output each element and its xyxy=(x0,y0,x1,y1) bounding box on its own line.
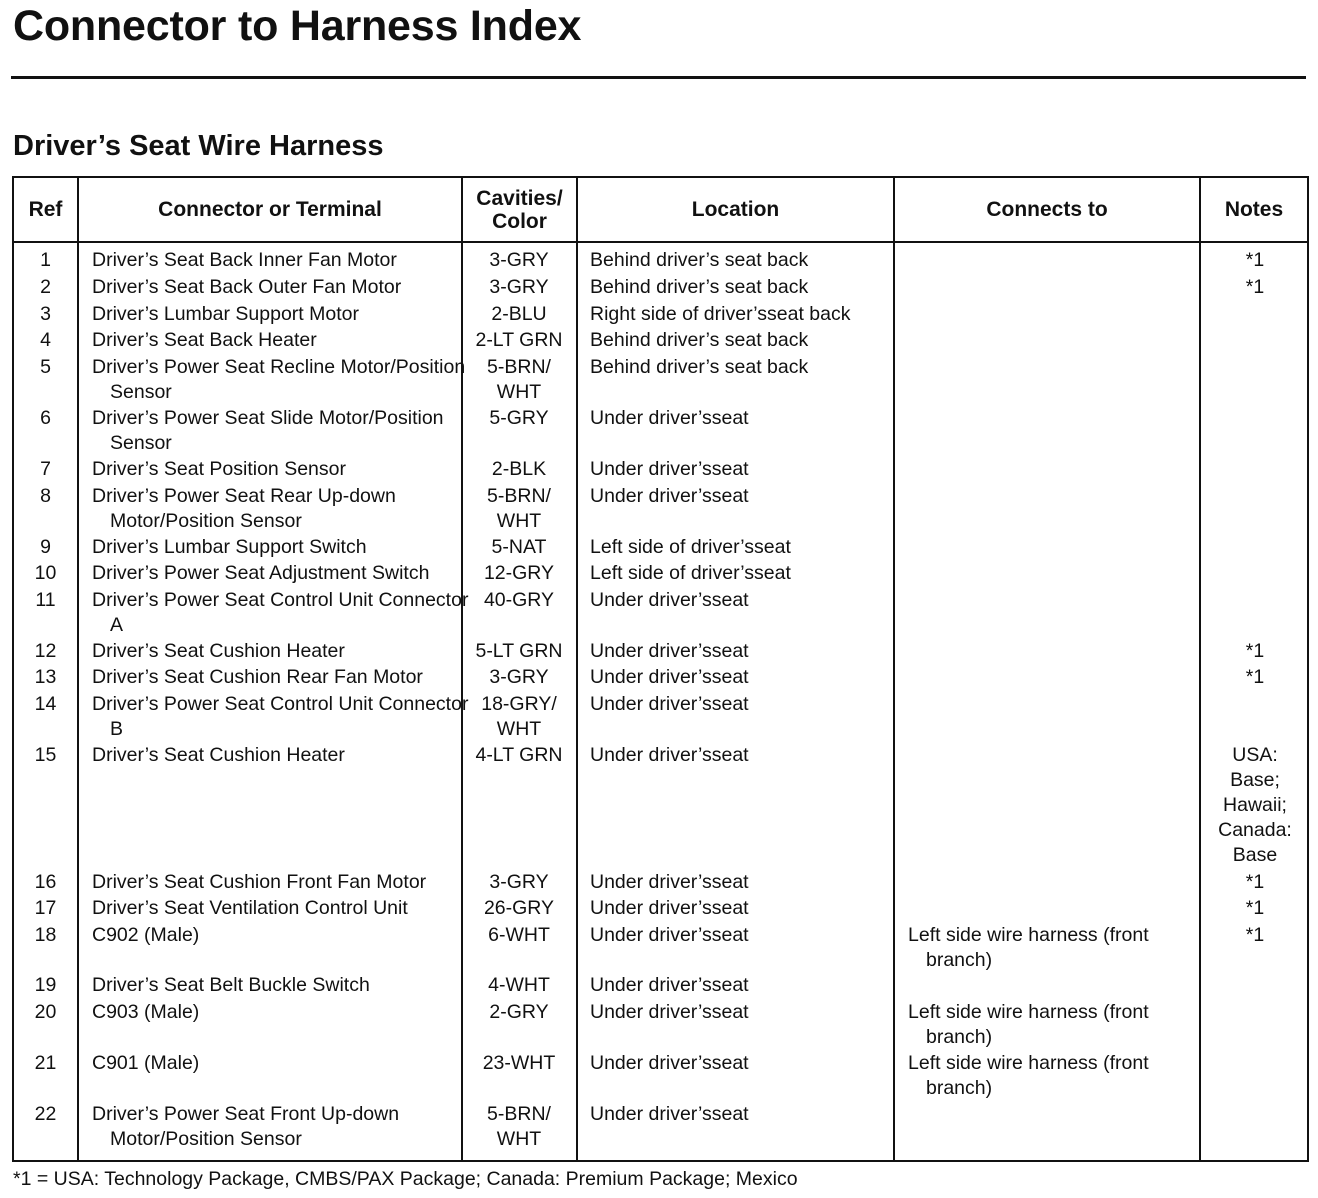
location: Under driver’sseat xyxy=(590,485,749,507)
row-ref: 13 xyxy=(34,666,57,688)
row-ref: 9 xyxy=(40,536,51,558)
row-ref: 10 xyxy=(34,562,57,584)
section-title: Driver’s Seat Wire Harness xyxy=(13,130,384,162)
header-location: Location xyxy=(691,198,780,221)
row-ref: 14 xyxy=(34,693,57,715)
cavities-color: 2-LT GRN xyxy=(475,329,563,351)
location: Right side of driver’sseat back xyxy=(590,303,851,325)
location: Left side of driver’sseat xyxy=(590,562,791,584)
location: Under driver’sseat xyxy=(590,897,749,919)
connector-name: Driver’s Seat Cushion Heater xyxy=(92,744,345,766)
header-divider xyxy=(14,241,1307,243)
footnote: *1 = USA: Technology Package, CMBS/PAX Package; Canada: Premium Package; Mexico xyxy=(13,1168,798,1190)
header-cavities: Cavities/ Color xyxy=(476,186,563,233)
cavities-color: 4-WHT xyxy=(488,974,550,996)
cavities-color: 2-GRY xyxy=(489,1001,549,1023)
row-ref: 22 xyxy=(34,1103,57,1125)
notes: *1 xyxy=(1245,871,1265,893)
row-ref: 21 xyxy=(34,1052,57,1074)
page-title: Connector to Harness Index xyxy=(13,2,582,50)
connector-name: Driver’s Seat Belt Buckle Switch xyxy=(92,974,370,996)
row-ref: 19 xyxy=(34,974,57,996)
cavities-color: 5-BRN/ WHT xyxy=(487,485,551,532)
connector-name: Driver’s Power Seat Rear Up-down Motor/Position Sensor xyxy=(92,485,396,532)
notes: *1 xyxy=(1245,924,1265,946)
cavities-color: 2-BLK xyxy=(491,458,547,480)
title-divider xyxy=(11,76,1306,79)
row-ref: 8 xyxy=(40,485,51,507)
row-ref: 6 xyxy=(40,407,51,429)
cavities-color: 18-GRY/ WHT xyxy=(481,693,557,740)
connector-name: C901 (Male) xyxy=(92,1052,200,1074)
connector-name: Driver’s Lumbar Support Motor xyxy=(92,303,359,325)
location: Under driver’sseat xyxy=(590,458,749,480)
location: Behind driver’s seat back xyxy=(590,329,809,351)
cavities-color: 5-GRY xyxy=(489,407,549,429)
column-divider xyxy=(77,178,79,1160)
location: Under driver’sseat xyxy=(590,640,749,662)
cavities-color: 5-BRN/ WHT xyxy=(487,356,551,403)
row-ref: 17 xyxy=(34,897,57,919)
row-ref: 5 xyxy=(40,356,51,378)
notes: *1 xyxy=(1245,666,1265,688)
row-ref: 2 xyxy=(40,276,51,298)
cavities-color: 3-GRY xyxy=(489,276,549,298)
notes: *1 xyxy=(1245,897,1265,919)
connector-name: Driver’s Lumbar Support Switch xyxy=(92,536,367,558)
cavities-color: 26-GRY xyxy=(483,897,555,919)
connector-name: Driver’s Power Seat Adjustment Switch xyxy=(92,562,430,584)
connector-name: Driver’s Seat Position Sensor xyxy=(92,458,346,480)
connector-name: Driver’s Seat Cushion Front Fan Motor xyxy=(92,871,427,893)
location: Under driver’sseat xyxy=(590,871,749,893)
header-notes: Notes xyxy=(1224,198,1284,221)
location: Under driver’sseat xyxy=(590,924,749,946)
connector-name: C903 (Male) xyxy=(92,1001,200,1023)
notes: USA: Base; Hawaii; Canada: Base xyxy=(1218,744,1292,866)
location: Left side of driver’sseat xyxy=(590,536,791,558)
connector-name: Driver’s Seat Cushion Heater xyxy=(92,640,345,662)
location: Under driver’sseat xyxy=(590,589,749,611)
connector-name: Driver’s Seat Ventilation Control Unit xyxy=(92,897,408,919)
connects-to: Left side wire harness (front branch) xyxy=(908,1001,1149,1048)
connector-name: Driver’s Power Seat Control Unit Connector B xyxy=(92,693,469,740)
cavities-color: 23-WHT xyxy=(482,1052,556,1074)
row-ref: 16 xyxy=(34,871,57,893)
connector-name: Driver’s Seat Back Heater xyxy=(92,329,317,351)
connects-to: Left side wire harness (front branch) xyxy=(908,1052,1149,1099)
header-connects-to: Connects to xyxy=(986,198,1108,221)
cavities-color: 12-GRY xyxy=(483,562,555,584)
cavities-color: 3-GRY xyxy=(489,249,549,271)
connector-name: C902 (Male) xyxy=(92,924,200,946)
row-ref: 20 xyxy=(34,1001,57,1023)
harness-table xyxy=(12,176,1309,1162)
connector-name: Driver’s Seat Cushion Rear Fan Motor xyxy=(92,666,423,688)
notes: *1 xyxy=(1245,276,1265,298)
connector-name: Driver’s Power Seat Recline Motor/Position Sensor xyxy=(92,356,466,403)
location: Behind driver’s seat back xyxy=(590,276,809,298)
connector-name: Driver’s Power Seat Front Up-down Motor/Position Sensor xyxy=(92,1103,400,1150)
column-divider xyxy=(576,178,578,1160)
connector-name: Driver’s Seat Back Inner Fan Motor xyxy=(92,249,397,271)
location: Under driver’sseat xyxy=(590,744,749,766)
location: Under driver’sseat xyxy=(590,666,749,688)
row-ref: 18 xyxy=(34,924,57,946)
row-ref: 1 xyxy=(40,249,51,271)
row-ref: 11 xyxy=(35,589,56,611)
location: Under driver’sseat xyxy=(590,974,749,996)
row-ref: 4 xyxy=(40,329,51,351)
cavities-color: 4-LT GRN xyxy=(475,744,563,766)
connector-name: Driver’s Seat Back Outer Fan Motor xyxy=(92,276,402,298)
location: Under driver’sseat xyxy=(590,1103,749,1125)
cavities-color: 2-BLU xyxy=(491,303,547,325)
location: Under driver’sseat xyxy=(590,1001,749,1023)
location: Under driver’sseat xyxy=(590,407,749,429)
header-connector: Connector or Terminal xyxy=(158,198,382,221)
cavities-color: 5-BRN/ WHT xyxy=(487,1103,551,1150)
cavities-color: 5-LT GRN xyxy=(475,640,563,662)
row-ref: 3 xyxy=(40,303,51,325)
location: Under driver’sseat xyxy=(590,1052,749,1074)
location: Behind driver’s seat back xyxy=(590,356,809,378)
row-ref: 15 xyxy=(34,744,57,766)
notes: *1 xyxy=(1245,640,1265,662)
cavities-color: 5-NAT xyxy=(491,536,547,558)
header-ref: Ref xyxy=(28,198,63,221)
cavities-color: 40-GRY xyxy=(483,589,555,611)
cavities-color: 3-GRY xyxy=(489,666,549,688)
connector-name: Driver’s Power Seat Slide Motor/Position Sensor xyxy=(92,407,444,454)
row-ref: 7 xyxy=(40,458,51,480)
notes: *1 xyxy=(1245,249,1265,271)
connector-name: Driver’s Power Seat Control Unit Connector A xyxy=(92,589,469,636)
location: Under driver’sseat xyxy=(590,693,749,715)
location: Behind driver’s seat back xyxy=(590,249,809,271)
connects-to: Left side wire harness (front branch) xyxy=(908,924,1149,971)
cavities-color: 6-WHT xyxy=(488,924,550,946)
cavities-color: 3-GRY xyxy=(489,871,549,893)
row-ref: 12 xyxy=(34,640,57,662)
